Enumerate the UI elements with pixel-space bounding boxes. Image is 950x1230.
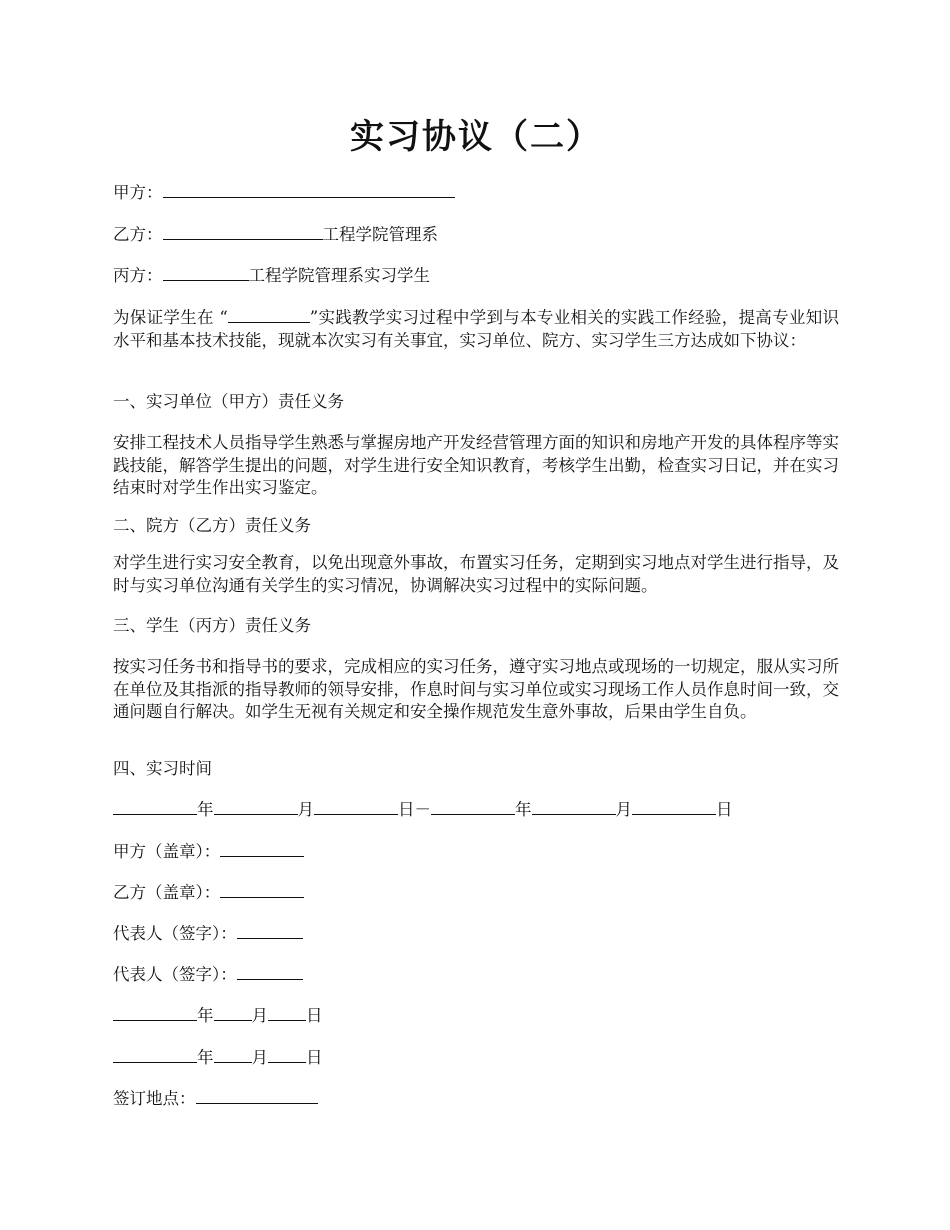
- start-day-blank[interactable]: [314, 798, 398, 815]
- sign-date-2-day-blank[interactable]: [268, 1046, 306, 1063]
- section-3-heading: 三、学生（丙方）责任义务: [113, 616, 311, 635]
- section-2-heading: 二、院方（乙方）责任义务: [113, 516, 311, 535]
- section-2-body: 对学生进行实习安全教育，以免出现意外事故，布置实习任务，定期到实习地点对学生进行指导，及时与实习单位沟通有关学生的实习情况，协调解决实习过程中的实际问题。: [113, 553, 839, 595]
- party-c-suffix: 工程学院管理系实习学生: [248, 266, 430, 285]
- start-year-blank[interactable]: [113, 798, 197, 815]
- party-a-blank[interactable]: [163, 181, 455, 198]
- document-title: 实习协议（二）: [350, 117, 602, 157]
- signing-place-blank[interactable]: [196, 1087, 318, 1104]
- end-day-label: 日: [716, 800, 733, 819]
- sign-date-2-month-label: 月: [251, 1048, 268, 1067]
- party-b-seal-line: [113, 881, 304, 904]
- end-year-blank[interactable]: [431, 798, 515, 815]
- section-1-body: 安排工程技术人员指导学生熟悉与掌握房地产开发经营管理方面的知识和房地产开发的具体程序等实践技能，解答学生提出的问题，对学生进行安全知识教育，考核学生出勤，检查实习日记，并在实习结束时对学生作出实习鉴定。: [113, 433, 839, 497]
- party-b-seal-label: 乙方（盖章）：: [113, 883, 221, 902]
- end-month-blank[interactable]: [532, 798, 616, 815]
- party-a-seal-label: 甲方（盖章）：: [113, 842, 221, 861]
- end-month-label: 月: [615, 800, 632, 819]
- intro-paragraph: [113, 306, 839, 352]
- party-b-label: 乙方：: [113, 225, 163, 244]
- sign-date-2-day-label: 日: [306, 1048, 323, 1067]
- representative-2-blank[interactable]: [237, 963, 303, 980]
- end-year-label: 年: [515, 800, 532, 819]
- representative-2-line: [113, 963, 303, 986]
- sign-date-2-month-blank[interactable]: [214, 1046, 252, 1063]
- representative-1-label: 代表人（签字）：: [113, 924, 237, 943]
- sign-date-1-month-label: 月: [251, 1006, 268, 1025]
- party-a-seal-blank[interactable]: [220, 840, 304, 857]
- party-b-seal-blank[interactable]: [220, 881, 304, 898]
- sign-date-2: [113, 1046, 323, 1069]
- sign-date-1-year-blank[interactable]: [113, 1004, 197, 1021]
- intro-blank[interactable]: [228, 306, 310, 323]
- party-b-line: [113, 223, 438, 246]
- sign-date-2-year-blank[interactable]: [113, 1046, 197, 1063]
- sign-date-1-day-label: 日: [306, 1006, 323, 1025]
- party-a-seal-line: [113, 840, 304, 863]
- party-b-suffix: 工程学院管理系: [322, 225, 438, 244]
- party-c-label: 丙方：: [113, 266, 163, 285]
- period-dash: －: [414, 800, 431, 819]
- start-day-label: 日: [398, 800, 415, 819]
- party-b-blank[interactable]: [163, 223, 323, 240]
- section-1-heading: 一、实习单位（甲方）责任义务: [113, 392, 344, 411]
- party-c-blank[interactable]: [163, 264, 249, 281]
- sign-date-1: [113, 1004, 323, 1027]
- section-4-heading: 四、实习时间: [113, 759, 212, 778]
- party-a-label: 甲方：: [113, 183, 163, 202]
- sign-date-1-year-label: 年: [197, 1006, 214, 1025]
- representative-2-label: 代表人（签字）：: [113, 965, 237, 984]
- sign-date-1-month-blank[interactable]: [214, 1004, 252, 1021]
- representative-1-blank[interactable]: [237, 922, 303, 939]
- start-year-label: 年: [197, 800, 214, 819]
- signing-place-label: 签订地点：: [113, 1089, 196, 1108]
- start-month-label: 月: [297, 800, 314, 819]
- intro-before: 为保证学生在 “: [113, 308, 228, 327]
- party-a-line: [113, 181, 455, 204]
- party-c-line: [113, 264, 430, 287]
- section-3-body: 按实习任务书和指导书的要求，完成相应的实习任务，遵守实习地点或现场的一切规定，服从实习所在单位及其指派的指导教师的领导安排，作息时间与实习单位或实习现场工作人员作息时间一致，交通问题自行解决。如学生无视有关规定和安全操作规范发生意外事故，后果由学生自负。: [113, 657, 839, 721]
- start-month-blank[interactable]: [214, 798, 298, 815]
- representative-1-line: [113, 922, 303, 945]
- sign-date-2-year-label: 年: [197, 1048, 214, 1067]
- internship-period: [113, 798, 733, 821]
- intro-after: ”实践教学实习过程中学到与本专业相关的实践工作经验，提高专业知识水平和基本技术技能，现就本次实习有关事宜，实习单位、院方、实习学生三方达成如下协议：: [113, 308, 839, 350]
- end-day-blank[interactable]: [632, 798, 716, 815]
- signing-place-line: [113, 1087, 318, 1110]
- sign-date-1-day-blank[interactable]: [268, 1004, 306, 1021]
